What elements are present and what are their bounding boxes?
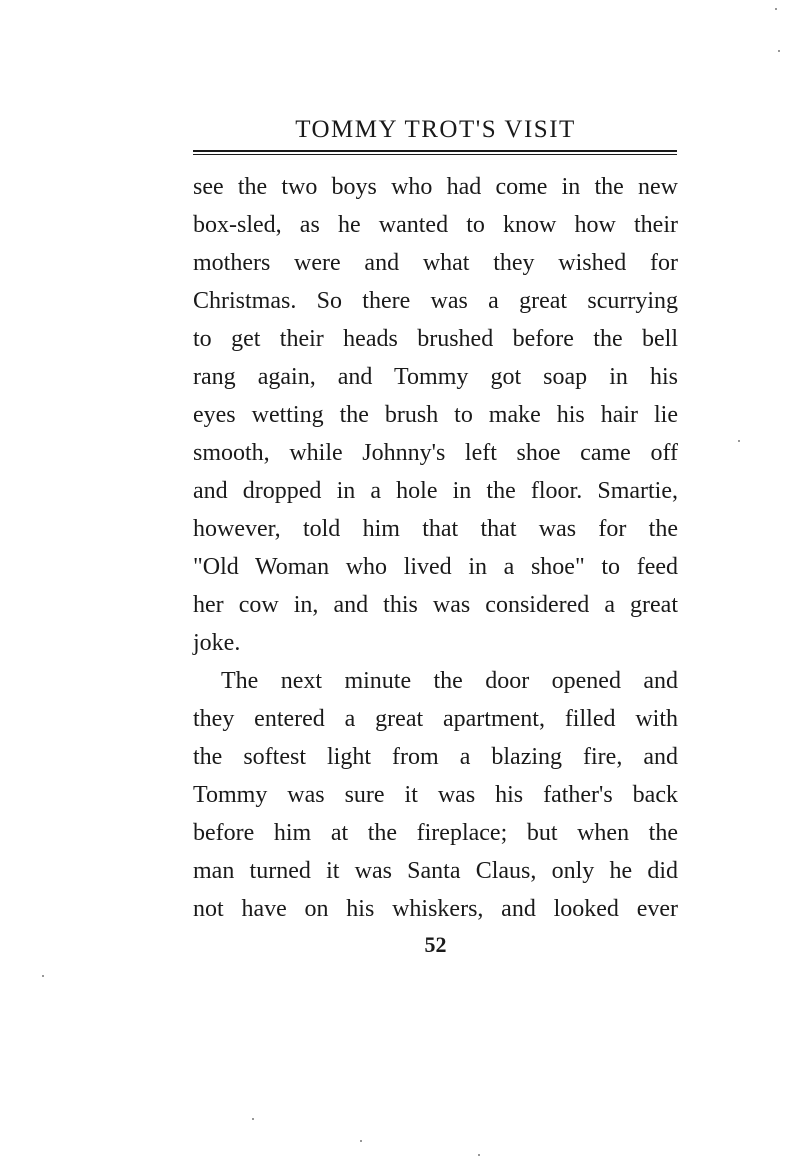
text-line: and dropped in a hole in the floor. Smartie, [193, 478, 678, 504]
text-line: however, told him that that was for the [193, 516, 678, 542]
text-line: before him at the fireplace; but when the [193, 820, 678, 846]
text-line: smooth, while Johnny's left shoe came off [193, 440, 678, 466]
text-line: "Old Woman who lived in a shoe" to feed [193, 554, 678, 580]
scan-speck [252, 1118, 254, 1120]
running-head: TOMMY TROT'S VISIT [295, 116, 576, 143]
text-line: Tommy was sure it was his father's back [193, 782, 678, 808]
scan-speck [738, 440, 740, 442]
scan-speck [775, 8, 777, 10]
header-rule-thin [193, 154, 677, 155]
text-line: they entered a great apartment, filled with [193, 706, 678, 732]
text-line: rang again, and Tommy got soap in his [193, 364, 678, 390]
paragraph-start-line: The next minute the door opened and [221, 668, 678, 694]
text-line: the softest light from a blazing fire, and [193, 744, 678, 770]
body-text [193, 168, 678, 928]
text-line: eyes wetting the brush to make his hair lie [193, 402, 678, 428]
text-line: to get their heads brushed before the bell [193, 326, 678, 352]
text-line: see the two boys who had come in the new [193, 174, 678, 200]
text-line: not have on his whiskers, and looked ever [193, 896, 678, 922]
paragraph-end-line: joke. [193, 630, 241, 656]
text-line: Christmas. So there was a great scurrying [193, 288, 678, 314]
text-line: man turned it was Santa Claus, only he did [193, 858, 678, 884]
text-line: box-sled, as he wanted to know how their [193, 212, 678, 238]
text-line: her cow in, and this was considered a great [193, 592, 678, 618]
header-rule-thick [193, 150, 677, 152]
page-number: 52 [424, 932, 447, 957]
scan-speck [778, 50, 780, 52]
scan-speck [360, 1140, 362, 1142]
header-double-rule [193, 150, 677, 156]
text-line: mothers were and what they wished for [193, 250, 678, 276]
scan-speck [478, 1154, 480, 1156]
scan-speck [42, 975, 44, 977]
